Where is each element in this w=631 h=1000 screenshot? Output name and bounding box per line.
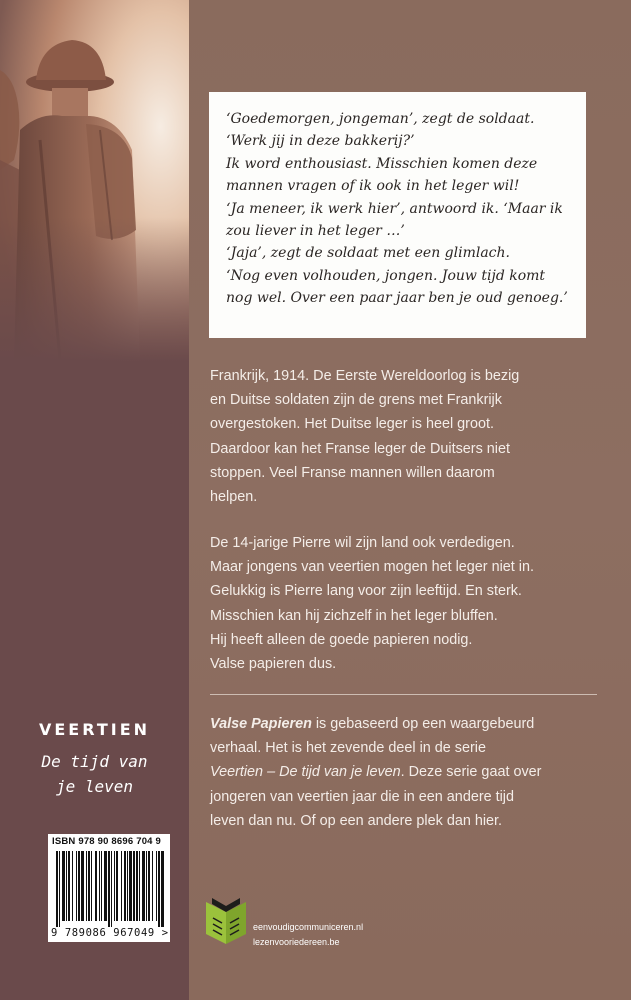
soldier-photo-illustration: [0, 0, 189, 362]
publisher-links: [253, 920, 363, 950]
blurb-paragraph-1: [210, 364, 610, 509]
barcode-bar: [81, 851, 84, 921]
quote-line: nog wel. Over een paar jaar ben je oud genoeg.’: [226, 290, 568, 307]
barcode-bar: [104, 851, 107, 921]
barcode-bar: [111, 851, 112, 927]
barcode-digits: 9 789086 967049 >: [51, 927, 169, 939]
barcode-bar: [59, 851, 60, 927]
soldier-photo: [0, 0, 189, 362]
barcode-bar: [152, 851, 153, 921]
quote-line: ‘Ja meneer, ik werk hier’, antwoord ik. ‘Maar ik: [226, 200, 563, 217]
series-subtitle-line: De tijd van: [41, 752, 148, 771]
quote-line: Ik word enthousiast. Misschien komen deze: [226, 155, 538, 172]
about-text: . Deze serie gaat over: [400, 764, 542, 781]
blurb-line: Gelukkig is Pierre lang voor zijn leeftijd. En sterk.: [210, 583, 522, 600]
barcode-bar: [129, 851, 132, 921]
about-line: leven dan nu. Of op een andere plek dan hier.: [210, 812, 503, 829]
series-name: VEERTIEN: [38, 720, 151, 739]
blurb-line: Daardoor kan het Franse leger de Duitsers niet: [210, 440, 510, 457]
series-reference: Veertien – De tijd van je leven: [210, 764, 401, 781]
publisher-link[interactable]: lezenvooriedereen.be: [253, 937, 340, 947]
about-text: is gebaseerd op een waargebeurd: [311, 716, 535, 732]
barcode-bar: [68, 851, 70, 921]
blurb-line: overgestoken. Het Duitse leger is heel groot.: [210, 416, 494, 433]
book-title: Valse Papieren: [210, 716, 312, 732]
barcode-bar: [136, 851, 138, 921]
barcode-bar: [78, 851, 80, 921]
barcode-bar: [158, 851, 160, 927]
barcode-bar: [114, 851, 115, 921]
about-line: [210, 712, 610, 736]
barcode-bar: [133, 851, 135, 921]
about-line: verhaal. Het is het zevende deel in de serie: [210, 740, 486, 757]
barcode-bar: [66, 851, 67, 921]
book-logo-icon: [204, 896, 248, 946]
quote-line: zou liever in het leger …’: [226, 223, 405, 240]
quote-line: ‘Nog even volhouden, jongen. Jouw tijd komt: [226, 267, 546, 284]
barcode-bar: [127, 851, 128, 921]
quote-box: [209, 92, 586, 338]
barcode-bars: [56, 851, 164, 927]
quote-line: ‘Goedemorgen, jongeman’, zegt de soldaat.: [226, 111, 535, 127]
about-line: jongeren van veertien jaar die in een andere tijd: [210, 788, 515, 805]
blurb-line: helpen.: [210, 489, 258, 506]
barcode-bar: [101, 851, 102, 921]
barcode-bar: [156, 851, 157, 921]
isbn-label: ISBN 978 90 8696 704 9: [52, 836, 161, 847]
series-subtitle-line: je leven: [55, 777, 134, 796]
barcode-bar: [148, 851, 150, 921]
about-series-paragraph: [210, 712, 610, 833]
barcode-bar: [88, 851, 90, 921]
barcode-bar: [124, 851, 126, 921]
blurb-line: Misschien kan hij zichzelf in het leger bluffen.: [210, 607, 498, 624]
barcode-bar: [139, 851, 140, 921]
barcode-bar: [72, 851, 73, 921]
barcode-bar: [62, 851, 65, 921]
about-line: [210, 760, 610, 784]
barcode-bar: [161, 851, 164, 927]
blurb-line: Maar jongens van veertien mogen het leger niet in.: [210, 559, 534, 576]
blurb-paragraph-2: [210, 531, 610, 676]
blurb-line: Frankrijk, 1914. De Eerste Wereldoorlog is bezig: [210, 368, 520, 384]
barcode-bar: [116, 851, 118, 921]
blurb-line: en Duitse soldaten zijn de grens met Frankrijk: [210, 392, 502, 409]
publisher-logo: [204, 896, 248, 951]
barcode: [48, 834, 170, 942]
barcode-bar: [76, 851, 77, 921]
publisher-link[interactable]: eenvoudigcommuniceren.nl: [253, 922, 364, 932]
quote-line: ‘Werk jij in deze bakkerij?’: [226, 133, 415, 150]
barcode-bar: [108, 851, 110, 927]
barcode-bar: [99, 851, 100, 921]
blurb-line: De 14-jarige Pierre wil zijn land ook verdedigen.: [210, 535, 515, 551]
blurb-line: stoppen. Veel Franse mannen willen daarom: [210, 464, 495, 481]
barcode-bar: [86, 851, 87, 921]
barcode-bar: [91, 851, 92, 921]
barcode-bar: [146, 851, 147, 921]
blurb-line: Valse papieren dus.: [210, 656, 337, 673]
barcode-bar: [142, 851, 145, 921]
barcode-bar: [56, 851, 58, 927]
blurb-line: Hij heeft alleen de goede papieren nodig.: [210, 631, 473, 648]
barcode-bar: [95, 851, 97, 921]
section-divider: [210, 694, 597, 695]
barcode-bar: [121, 851, 122, 921]
series-subtitle: [0, 749, 189, 799]
quote-line: ‘Jaja’, zegt de soldaat met een glimlach.: [226, 245, 510, 262]
quote-line: mannen vragen of ik ook in het leger wil!: [226, 178, 520, 195]
